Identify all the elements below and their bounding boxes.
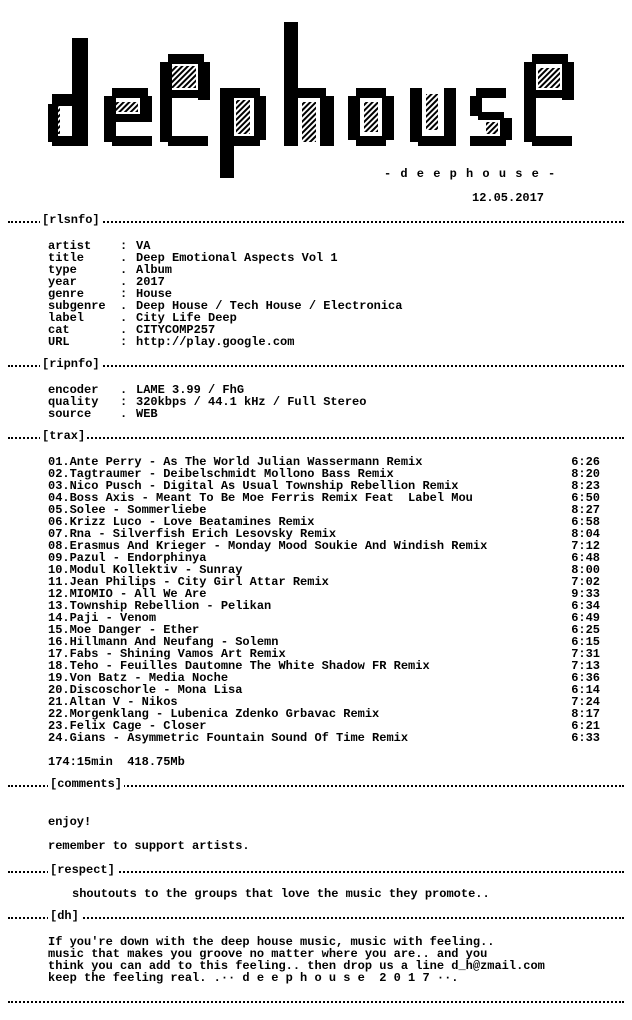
track-title: 14.Paji - Venom <box>48 611 157 625</box>
respect-text: shoutouts to the groups that love the music they promote.. <box>72 887 490 901</box>
track-duration: 6:50 <box>571 491 600 505</box>
track-duration: 6:36 <box>571 671 600 685</box>
track-duration: 6:25 <box>571 623 600 637</box>
track-title: 22.Morgenklang - Lubenica Zdenko Grbavac Remix <box>48 707 380 721</box>
info-key: label <box>48 311 85 325</box>
section-divider <box>8 917 624 919</box>
track-title: 16.Hillmann And Neufang - Solemn <box>48 635 279 649</box>
track-title: 23.Felix Cage - Closer <box>48 719 207 733</box>
info-separator: : <box>120 239 128 253</box>
info-key: encoder <box>48 383 99 397</box>
dh-line: music that makes you groove no matter where you are.. and you <box>48 947 488 961</box>
track-title: 20.Discoschorle - Mona Lisa <box>48 683 243 697</box>
info-separator: . <box>120 299 128 313</box>
track-title: 09.Pazul - Endorphinya <box>48 551 207 565</box>
dh-line: If you're down with the deep house music, music with feeling.. <box>48 935 495 949</box>
track-duration: 8:17 <box>571 707 600 721</box>
track-duration: 7:31 <box>571 647 600 661</box>
info-key: genre <box>48 287 85 301</box>
track-duration: 6:26 <box>571 455 600 469</box>
track-title: 17.Fabs - Shining Vamos Art Remix <box>48 647 286 661</box>
track-duration: 8:04 <box>571 527 600 541</box>
track-duration: 6:15 <box>571 635 600 649</box>
section-divider <box>8 1001 624 1003</box>
info-key: type <box>48 263 77 277</box>
info-value: City Life Deep <box>136 311 237 325</box>
info-value: WEB <box>136 407 158 421</box>
section-label-trax: [trax] <box>42 429 86 443</box>
track-duration: 7:02 <box>571 575 600 589</box>
track-title: 10.Modul Kollektiv - Sunray <box>48 563 243 577</box>
info-key: source <box>48 407 92 421</box>
track-duration: 9:33 <box>571 587 600 601</box>
info-separator: : <box>120 395 128 409</box>
dh-line: think you can add to this feeling.. then drop us a line d_h@zmail.com <box>48 959 545 973</box>
track-title: 13.Township Rebellion - Pelikan <box>48 599 272 613</box>
info-value: LAME 3.99 / FhG <box>136 383 245 397</box>
info-row <box>48 252 338 264</box>
section-label-respect: [respect] <box>50 863 115 877</box>
track-duration: 8:23 <box>571 479 600 493</box>
release-date: 12.05.2017 <box>472 191 545 205</box>
info-separator: . <box>120 263 128 277</box>
info-separator: . <box>120 251 128 265</box>
info-value: Deep Emotional Aspects Vol 1 <box>136 251 338 265</box>
track-title: 08.Erasmus And Krieger - Monday Mood Soukie And Windish Remix <box>48 539 488 553</box>
totals: 174:15min 418.75Mb <box>48 755 185 769</box>
comment-line: remember to support artists. <box>48 839 250 853</box>
info-separator: : <box>120 335 128 349</box>
info-key: title <box>48 251 85 265</box>
info-value: House <box>136 287 173 301</box>
info-value: Deep House / Tech House / Electronica <box>136 299 403 313</box>
track-title: 02.Tagtraumer - Deibelschmidt Mollono Bass Remix <box>48 467 394 481</box>
info-key: year <box>48 275 77 289</box>
dh-line: keep the feeling real. .·· d e e p h o u s e 2 0 1 7 ··. <box>48 971 459 985</box>
track-title: 12.MIOMIO - All We Are <box>48 587 207 601</box>
track-title: 03.Nico Pusch - Digital As Usual Township Rebellion Remix <box>48 479 459 493</box>
tagline: - d e e p h o u s e - <box>384 167 557 181</box>
track-duration: 6:48 <box>571 551 600 565</box>
info-separator: . <box>120 407 128 421</box>
track-duration: 7:24 <box>571 695 600 709</box>
track-title: 24.Gians - Asymmetric Fountain Sound Of Time Remix <box>48 731 409 745</box>
track-duration: 7:13 <box>571 659 600 673</box>
info-separator: . <box>120 383 128 397</box>
track-title: 06.Krizz Luco - Love Beatamines Remix <box>48 515 315 529</box>
track-duration: 6:34 <box>571 599 600 613</box>
deephouse-logo <box>48 18 580 181</box>
info-separator: . <box>120 323 128 337</box>
track-title: 15.Moe Danger - Ether <box>48 623 200 637</box>
track-duration: 8:27 <box>571 503 600 517</box>
track-title: 18.Teho - Feuilles Dautomne The White Shadow FR Remix <box>48 659 430 673</box>
info-key: subgenre <box>48 299 106 313</box>
track-title: 04.Boss Axis - Meant To Be Moe Ferris Remix Feat Label Mou <box>48 491 473 505</box>
track-duration: 6:14 <box>571 683 600 697</box>
track-duration: 7:12 <box>571 539 600 553</box>
track-title: 05.Solee - Sommerliebe <box>48 503 207 517</box>
section-label-comments: [comments] <box>50 777 123 791</box>
track-title: 21.Altan V - Nikos <box>48 695 178 709</box>
comment-line: enjoy! <box>48 815 92 829</box>
info-row <box>48 396 366 408</box>
track-duration: 6:21 <box>571 719 600 733</box>
track-row <box>48 732 600 744</box>
info-row <box>48 336 294 348</box>
info-key: quality <box>48 395 99 409</box>
info-value: CITYCOMP257 <box>136 323 216 337</box>
track-title: 01.Ante Perry - As The World Julian Wassermann Remix <box>48 455 423 469</box>
section-divider <box>8 437 624 439</box>
info-key: artist <box>48 239 92 253</box>
track-duration: 8:20 <box>571 467 600 481</box>
track-title: 19.Von Batz - Media Noche <box>48 671 229 685</box>
info-separator: . <box>120 311 128 325</box>
section-label-dh: [dh] <box>50 909 79 923</box>
track-title: 07.Rna - Silverfish Erich Lesovsky Remix <box>48 527 337 541</box>
track-duration: 6:49 <box>571 611 600 625</box>
track-duration: 6:33 <box>571 731 600 745</box>
info-separator: : <box>120 287 128 301</box>
info-value: Album <box>136 263 173 277</box>
info-value: http://play.google.com <box>136 335 295 349</box>
section-label-ripnfo: [ripnfo] <box>42 357 100 371</box>
info-value: 2017 <box>136 275 165 289</box>
info-value: VA <box>136 239 151 253</box>
track-duration: 8:00 <box>571 563 600 577</box>
track-title: 11.Jean Philips - City Girl Attar Remix <box>48 575 329 589</box>
info-separator: . <box>120 275 128 289</box>
info-key: cat <box>48 323 70 337</box>
info-value: 320kbps / 44.1 kHz / Full Stereo <box>136 395 367 409</box>
info-key: URL <box>48 335 70 349</box>
track-duration: 6:58 <box>571 515 600 529</box>
info-row <box>48 408 158 420</box>
section-label-rlsnfo: [rlsnfo] <box>42 213 100 227</box>
